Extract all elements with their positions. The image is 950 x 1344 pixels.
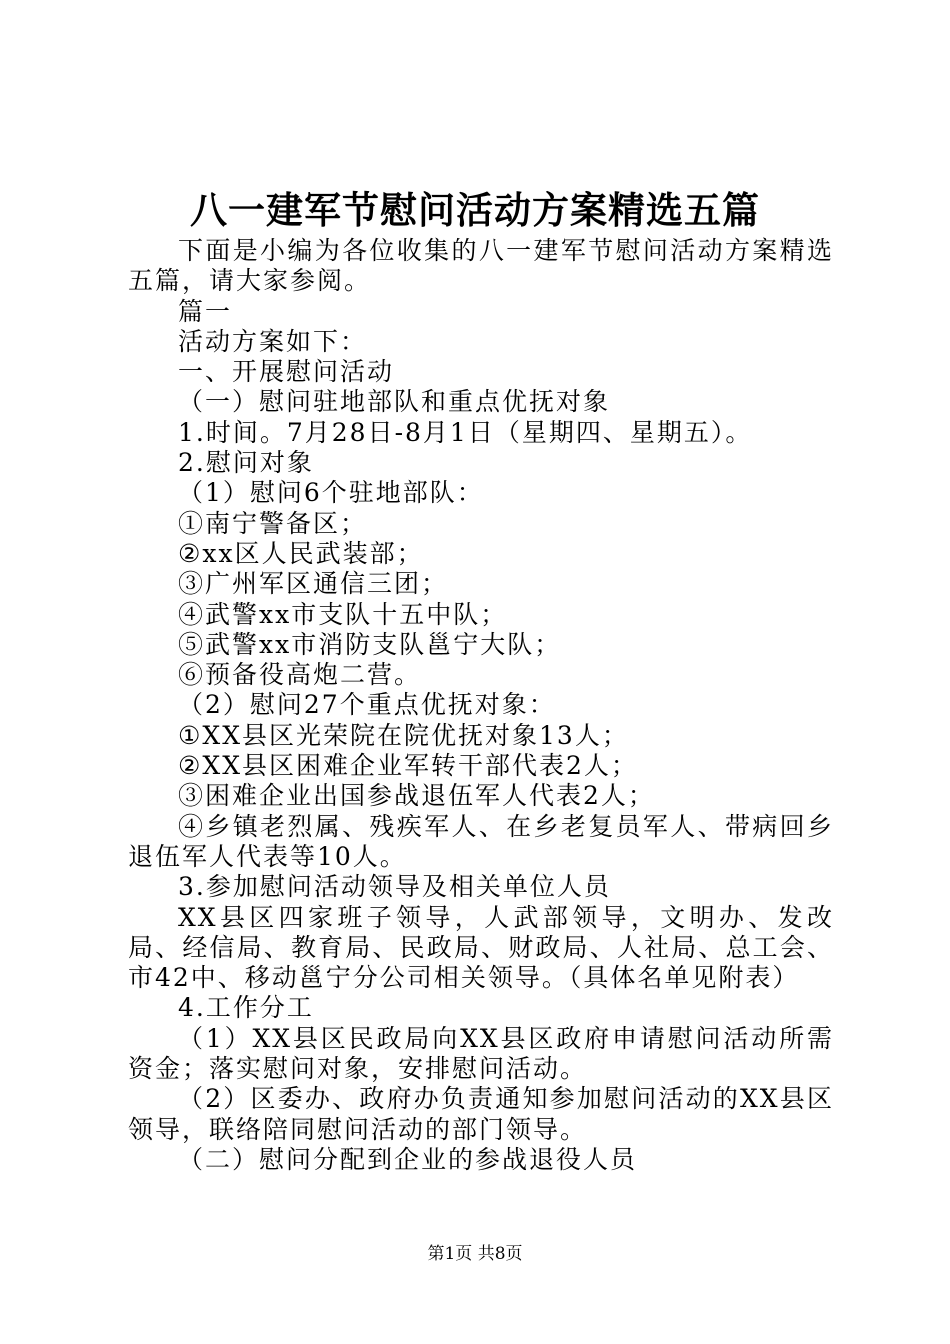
paragraph: ⑥预备役高炮二营。 bbox=[178, 660, 422, 690]
paragraph: （1）XX县区民政局向XX县区政府申请慰问活动所需资金；落实慰问对象，安排慰问活动。 bbox=[128, 1023, 834, 1084]
paragraph: 篇一 bbox=[178, 296, 233, 326]
paragraph: （一）慰问驻地部队和重点优抚对象 bbox=[178, 387, 611, 417]
paragraph: 活动方案如下： bbox=[178, 326, 368, 356]
paragraph: ②xx区人民武装部； bbox=[178, 538, 424, 568]
paragraph: ②XX县区困难企业军转干部代表2人； bbox=[178, 751, 638, 781]
paragraph: ①南宁警备区； bbox=[178, 508, 368, 538]
paragraph: ③广州军区通信三团； bbox=[178, 569, 449, 599]
paragraph: ⑤武警xx市消防支队邕宁大队； bbox=[178, 629, 562, 659]
page-footer: 第1页 共8页 bbox=[427, 1244, 523, 1264]
paragraph: ④乡镇老烈属、残疾军人、在乡老复员军人、带病回乡退伍军人代表等10人。 bbox=[128, 811, 834, 871]
paragraph: （2）区委办、政府办负责通知参加慰问活动的XX县区领导，联络陪同慰问活动的部门领导。 bbox=[128, 1084, 834, 1144]
paragraph: ③困难企业出国参战退伍军人代表2人； bbox=[178, 781, 655, 811]
paragraph: （1）慰问6个驻地部队： bbox=[178, 478, 484, 508]
paragraph: ①XX县区光荣院在院优抚对象13人； bbox=[178, 720, 629, 750]
paragraph: ④武警xx市支队十五中队； bbox=[178, 599, 508, 629]
paragraph: （二）慰问分配到企业的参战退役人员 bbox=[178, 1144, 638, 1174]
document-title: 八一建军节慰问活动方案精选五篇 bbox=[190, 188, 760, 232]
paragraph: XX县区四家班子领导，人武部领导，文明办、发改局、经信局、教育局、民政局、财政局、人社局、总工会、市42中、移动邕宁分公司相关领导。（具体名单见附表） bbox=[128, 902, 834, 993]
paragraph: 3.参加慰问活动领导及相关单位人员 bbox=[178, 872, 611, 902]
paragraph: 2.慰问对象 bbox=[178, 448, 314, 478]
document-body bbox=[128, 236, 834, 1175]
paragraph: 4.工作分工 bbox=[178, 993, 314, 1023]
paragraph: 1.时间。7月28日-8月1日（星期四、星期五）。 bbox=[178, 417, 753, 447]
paragraph: 一、开展慰问活动 bbox=[178, 357, 395, 387]
paragraph: 下面是小编为各位收集的八一建军节慰问活动方案精选五篇，请大家参阅。 bbox=[128, 236, 834, 296]
paragraph: （2）慰问27个重点优抚对象： bbox=[178, 690, 556, 720]
